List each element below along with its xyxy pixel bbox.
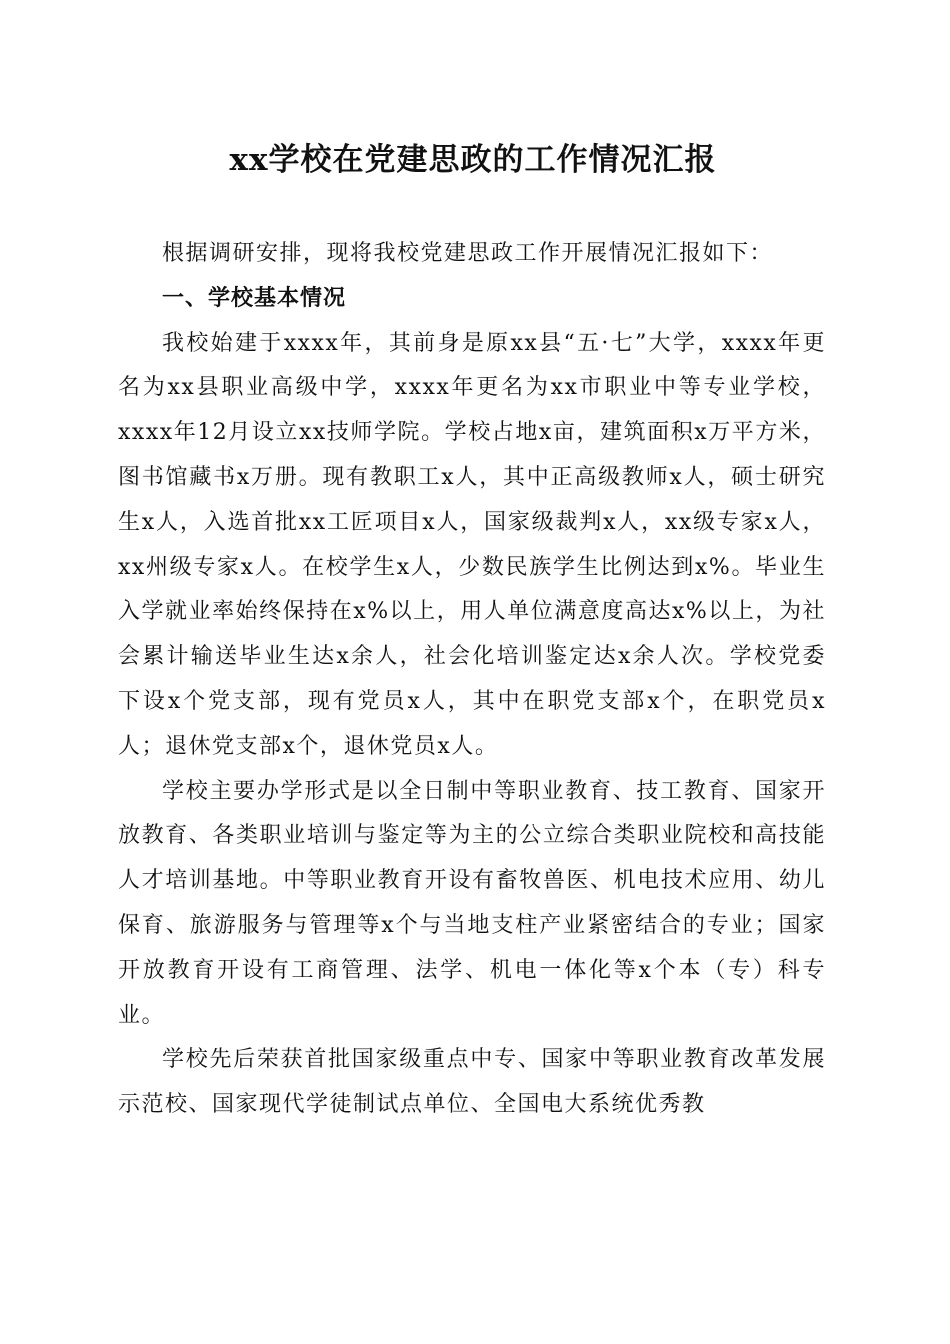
- document-title: xx学校在党建思政的工作情况汇报: [229, 142, 717, 178]
- paragraph-school-history: 我校始建于xxxx年，其前身是原xx县“五·七”大学，xxxx年更名为xx县职业高级中学，xxxx年更名为xx市职业中等专业学校，xxxx年12月设立xx技师学院。学校占地x亩，建筑面积x万平方米，图书馆藏书x万册。现有教职工x人，其中正高级教师x人，硕士研究生x人，入选首批xx工匠项目x人，国家级裁判x人，xx级专家x人，xx州级专家x人。在校学生x人，少数民族学生比例达到x%。毕业生入学就业率始终保持在x%以上，用人单位满意度高达x%以上，为社会累计输送毕业生达x余人，社会化培训鉴定达x余人次。学校党委下设x个党支部，现有党员x人，其中在职党支部x个，在职党员x人；退休党支部x个，退休党员x人。: [118, 330, 826, 759]
- section-heading-basic-info: 一、学校基本情况: [162, 285, 347, 311]
- document-body: [118, 232, 826, 1128]
- paragraph-school-honors: 学校先后荣获首批国家级重点中专、国家中等职业教育改革发展示范校、国家现代学徒制试点单位、全国电大系统优秀教: [118, 1047, 826, 1118]
- intro-paragraph: 根据调研安排，现将我校党建思政工作开展情况汇报如下：: [162, 241, 774, 266]
- paragraph-school-programs: 学校主要办学形式是以全日制中等职业教育、技工教育、国家开放教育、各类职业培训与鉴定等为主的公立综合类职业院校和高技能人才培训基地。中等职业教育开设有畜牧兽医、机电技术应用、幼儿保育、旅游服务与管理等x个与当地支柱产业紧密结合的专业；国家开放教育开设有工商管理、法学、机电一体化等x个本（专）科专业。: [118, 778, 826, 1028]
